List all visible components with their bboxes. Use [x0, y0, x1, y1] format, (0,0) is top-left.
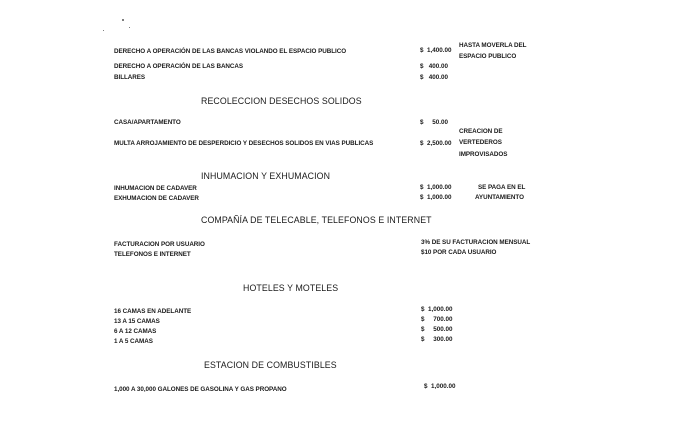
row-label: BILLARES	[114, 74, 146, 81]
section-heading: INHUMACION Y EXHUMACION	[201, 171, 331, 181]
row-note: VERTEDEROS	[459, 139, 502, 146]
row-amount: $ 500.00	[421, 326, 453, 333]
section-heading: ESTACION DE COMBUSTIBLES	[204, 360, 337, 370]
row-value: 3% DE SU FACTURACION MENSUAL	[421, 239, 531, 246]
row-label: 1,000 A 30,000 GALONES DE GASOLINA Y GAS PROPANO	[114, 386, 287, 393]
section-heading: COMPAÑÍA DE TELECABLE, TELEFONOS E INTERNET	[201, 215, 432, 225]
row-label: 16 CAMAS EN ADELANTE	[114, 308, 192, 315]
row-amount: $ 700.00	[421, 316, 453, 323]
row-note: ESPACIO PUBLICO	[459, 53, 517, 60]
row-label: TELEFONOS E INTERNET	[114, 251, 191, 258]
row-note: CREACION DE	[459, 128, 503, 135]
row-label: CASA/APARTAMENTO	[114, 119, 181, 126]
section-heading: RECOLECCION DESECHOS SOLIDOS	[201, 96, 362, 106]
row-label: 13 A 15 CAMAS	[114, 318, 160, 325]
row-amount: $ 2,500.00	[420, 140, 452, 147]
scan-speck	[129, 27, 130, 28]
row-label: INHUMACION DE CADAVER	[114, 185, 197, 192]
row-amount: $ 1,400.00	[420, 47, 452, 54]
row-label: 1 A 5 CAMAS	[114, 338, 153, 345]
row-label: DERECHO A OPERACIÓN DE LAS BANCAS VIOLANDO EL ESPACIO PUBLICO	[114, 48, 347, 55]
row-amount: $ 400.00	[420, 63, 449, 70]
row-amount: $ 1,000.00	[421, 306, 453, 313]
row-amount: $ 300.00	[421, 336, 453, 343]
row-amount: $ 1,000.00	[420, 184, 452, 191]
row-value: $10 POR CADA USUARIO	[421, 249, 497, 256]
row-amount: $ 1,000.00	[424, 383, 456, 390]
scan-speck	[103, 30, 104, 31]
row-amount: $ 50.00	[420, 119, 449, 126]
row-amount: $ 400.00	[420, 74, 449, 81]
row-note: AYUNTAMIENTO	[475, 194, 524, 201]
section-heading: HOTELES Y MOTELES	[243, 283, 339, 293]
row-note: HASTA MOVERLA DEL	[459, 42, 527, 49]
row-label: DERECHO A OPERACIÓN DE LAS BANCAS	[114, 63, 244, 70]
row-note: SE PAGA EN EL	[478, 184, 526, 191]
row-note: IMPROVISADOS	[459, 151, 508, 158]
row-label: FACTURACION POR USUARIO	[114, 241, 205, 248]
row-label: MULTA ARROJAMIENTO DE DESPERDICIO Y DESECHOS SOLIDOS EN VIAS PUBLICAS	[114, 140, 374, 147]
row-label: EXHUMACION DE CADAVER	[114, 195, 199, 202]
scan-speck	[122, 19, 124, 21]
row-amount: $ 1,000.00	[420, 194, 452, 201]
row-label: 6 A 12 CAMAS	[114, 328, 157, 335]
